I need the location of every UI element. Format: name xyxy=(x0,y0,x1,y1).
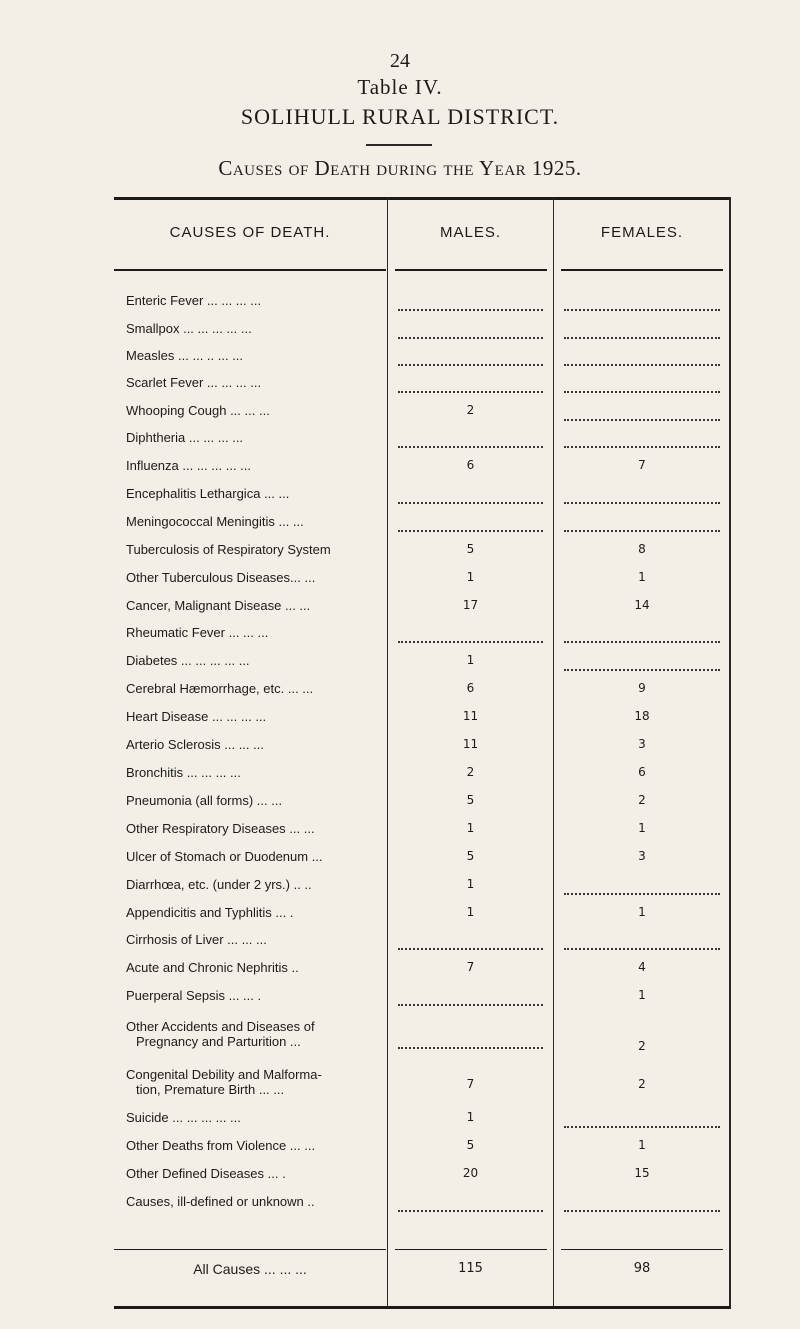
cause-label: Meningococcal Meningitis ... ... xyxy=(126,514,304,529)
leader-dots xyxy=(564,641,720,643)
cause-label: Appendicitis and Typhlitis ... . xyxy=(126,905,294,920)
females-cell: 7 xyxy=(638,458,646,472)
leader-dots xyxy=(398,948,543,950)
cause-cell xyxy=(126,542,384,557)
cause-label: Cancer, Malignant Disease ... ... xyxy=(126,598,311,613)
cause-label: Measles ... ... .. ... ... xyxy=(126,348,244,363)
cause-cell xyxy=(126,932,384,947)
males-cell: 2 xyxy=(466,403,475,417)
females-cell: 2 xyxy=(638,1039,646,1053)
leader-dots xyxy=(398,530,543,532)
cause-cell xyxy=(126,625,384,640)
males-cell: 1 xyxy=(466,821,475,835)
cause-label: Ulcer of Stomach or Duodenum ... xyxy=(126,849,323,864)
cause-label: Cerebral Hæmorrhage, etc. ... ... xyxy=(126,681,314,696)
leader-dots xyxy=(564,530,720,532)
females-cell: 3 xyxy=(638,849,646,863)
leader-dots xyxy=(564,502,720,504)
females-cell: 1 xyxy=(638,570,646,584)
cause-label: Bronchitis ... ... ... ... xyxy=(126,765,241,780)
cause-cell xyxy=(126,598,384,613)
cause-cell xyxy=(126,403,384,418)
cause-label-continued: Pregnancy and Parturition ... xyxy=(136,1034,301,1049)
females-cell: 6 xyxy=(638,765,646,779)
leader-dots xyxy=(564,1210,720,1212)
leader-dots xyxy=(398,391,543,393)
header-causes: CAUSES OF DEATH. xyxy=(169,224,331,241)
leader-dots xyxy=(564,419,720,421)
cause-cell xyxy=(126,458,384,473)
total-males: 115 xyxy=(458,1261,483,1276)
males-cell: 5 xyxy=(466,793,475,807)
table-bottom-rule xyxy=(114,1306,730,1309)
males-cell: 20 xyxy=(462,1166,479,1180)
cause-cell xyxy=(126,765,384,780)
cause-label: Diarrhœa, etc. (under 2 yrs.) .. .. xyxy=(126,877,312,892)
females-cell: 9 xyxy=(638,681,646,695)
cause-label: Acute and Chronic Nephritis .. xyxy=(126,960,299,975)
males-cell: 11 xyxy=(462,737,479,751)
cause-cell xyxy=(126,821,384,836)
cause-label: Pneumonia (all forms) ... ... xyxy=(126,793,283,808)
cause-cell xyxy=(126,348,384,363)
males-cell: 1 xyxy=(466,905,475,919)
leader-dots xyxy=(564,309,720,311)
leader-dots xyxy=(398,1210,543,1212)
females-cell: 18 xyxy=(634,709,650,723)
females-cell: 15 xyxy=(634,1166,650,1180)
cause-cell xyxy=(126,709,384,724)
males-cell: 1 xyxy=(466,570,475,584)
cause-label: Influenza ... ... ... ... ... xyxy=(126,458,251,473)
females-cell: 2 xyxy=(638,793,646,807)
leader-dots xyxy=(398,1047,543,1049)
leader-dots xyxy=(564,948,720,950)
females-cell: 4 xyxy=(638,960,646,974)
males-cell: 7 xyxy=(466,1077,475,1091)
cause-cell xyxy=(126,1019,384,1049)
females-cell: 1 xyxy=(638,905,646,919)
leader-dots xyxy=(564,1126,720,1128)
cause-cell xyxy=(126,1138,384,1153)
cause-cell xyxy=(126,1194,384,1209)
males-cell: 2 xyxy=(466,765,475,779)
cause-label: Smallpox ... ... ... ... ... xyxy=(126,321,252,336)
header-rule-males xyxy=(395,269,547,271)
page-number: 24 xyxy=(390,50,410,72)
males-cell: 6 xyxy=(466,458,475,472)
leader-dots xyxy=(398,641,543,643)
cause-cell xyxy=(126,1166,384,1181)
cause-label: Whooping Cough ... ... ... xyxy=(126,403,270,418)
cause-label: Other Respiratory Diseases ... ... xyxy=(126,821,315,836)
females-cell: 2 xyxy=(638,1077,646,1091)
header-rule-cause xyxy=(114,269,386,271)
total-rule-cause xyxy=(114,1249,386,1250)
cause-label: Diabetes ... ... ... ... ... xyxy=(126,653,250,668)
total-females: 98 xyxy=(633,1261,651,1276)
cause-cell xyxy=(126,1110,384,1125)
males-cell: 1 xyxy=(466,653,475,667)
cause-cell xyxy=(126,737,384,752)
leader-dots xyxy=(564,391,720,393)
leader-dots xyxy=(564,364,720,366)
females-cell: 3 xyxy=(638,737,646,751)
cause-cell xyxy=(126,905,384,920)
header-males: MALES. xyxy=(439,224,502,241)
cause-cell xyxy=(126,375,384,390)
cause-label: Other Tuberculous Diseases... ... xyxy=(126,570,316,585)
cause-label: Other Defined Diseases ... . xyxy=(126,1166,286,1181)
females-cell: 1 xyxy=(638,988,646,1002)
cause-cell xyxy=(126,681,384,696)
males-cell: 11 xyxy=(462,709,479,723)
cause-label: Other Deaths from Violence ... ... xyxy=(126,1138,316,1153)
cause-label: Cirrhosis of Liver ... ... ... xyxy=(126,932,267,947)
cause-label: Puerperal Sepsis ... ... . xyxy=(126,988,262,1003)
header-rule-females xyxy=(561,269,723,271)
cause-label: Encephalitis Lethargica ... ... xyxy=(126,486,290,501)
leader-dots xyxy=(564,893,720,895)
cause-cell xyxy=(126,960,384,975)
cause-cell xyxy=(126,321,384,336)
males-cell: 1 xyxy=(466,1110,475,1124)
cause-cell xyxy=(126,653,384,668)
cause-cell xyxy=(126,486,384,501)
header-females: FEMALES. xyxy=(600,224,684,241)
cause-label: Scarlet Fever ... ... ... ... xyxy=(126,375,262,390)
cause-cell xyxy=(126,877,384,892)
males-cell: 5 xyxy=(466,542,475,556)
cause-cell xyxy=(126,570,384,585)
table-subtitle: Causes of Death during the Year 1925. xyxy=(218,156,582,180)
total-rule-females xyxy=(561,1249,723,1250)
cause-label: Tuberculosis of Respiratory System xyxy=(126,542,331,557)
females-cell: 8 xyxy=(638,542,646,556)
males-cell: 7 xyxy=(466,960,475,974)
females-cell: 1 xyxy=(638,821,646,835)
cause-label-continued: tion, Premature Birth ... ... xyxy=(136,1082,285,1097)
females-cell: 14 xyxy=(634,598,650,612)
males-cell: 5 xyxy=(466,849,475,863)
females-cell: 1 xyxy=(638,1138,646,1152)
leader-dots xyxy=(398,446,543,448)
table-label: Table IV. xyxy=(357,75,443,99)
cause-label: Suicide ... ... ... ... ... xyxy=(126,1110,241,1125)
cause-label: Diphtheria ... ... ... ... xyxy=(126,430,244,445)
cause-cell xyxy=(126,988,384,1003)
cause-cell xyxy=(126,514,384,529)
males-cell: 1 xyxy=(466,877,475,891)
leader-dots xyxy=(398,502,543,504)
cause-label: Other Accidents and Diseases of xyxy=(126,1019,315,1034)
cause-label: Arterio Sclerosis ... ... ... xyxy=(126,737,264,752)
leader-dots xyxy=(398,309,543,311)
causes-of-death-table xyxy=(114,197,730,1310)
males-cell: 6 xyxy=(466,681,475,695)
cause-cell xyxy=(126,849,384,864)
leader-dots xyxy=(398,1004,543,1006)
leader-dots xyxy=(398,337,543,339)
district-title: SOLIHULL RURAL DISTRICT. xyxy=(240,104,560,129)
leader-dots xyxy=(564,446,720,448)
cause-label: Enteric Fever ... ... ... ... xyxy=(126,293,262,308)
males-cell: 17 xyxy=(462,598,479,612)
leader-dots xyxy=(564,337,720,339)
cause-label: Causes, ill-defined or unknown .. xyxy=(126,1194,315,1209)
cause-label: Rheumatic Fever ... ... ... xyxy=(126,625,269,640)
cause-label: Congenital Debility and Malforma- xyxy=(126,1067,322,1082)
total-label: All Causes ... ... ... xyxy=(193,1261,307,1277)
leader-dots xyxy=(398,364,543,366)
cause-cell xyxy=(126,793,384,808)
cause-label: Heart Disease ... ... ... ... xyxy=(126,709,267,724)
total-rule-males xyxy=(395,1249,547,1250)
cause-cell xyxy=(126,430,384,445)
cause-cell xyxy=(126,1067,384,1097)
cause-cell xyxy=(126,293,384,308)
district-rule xyxy=(366,144,432,146)
males-cell: 5 xyxy=(466,1138,475,1152)
leader-dots xyxy=(564,669,720,671)
